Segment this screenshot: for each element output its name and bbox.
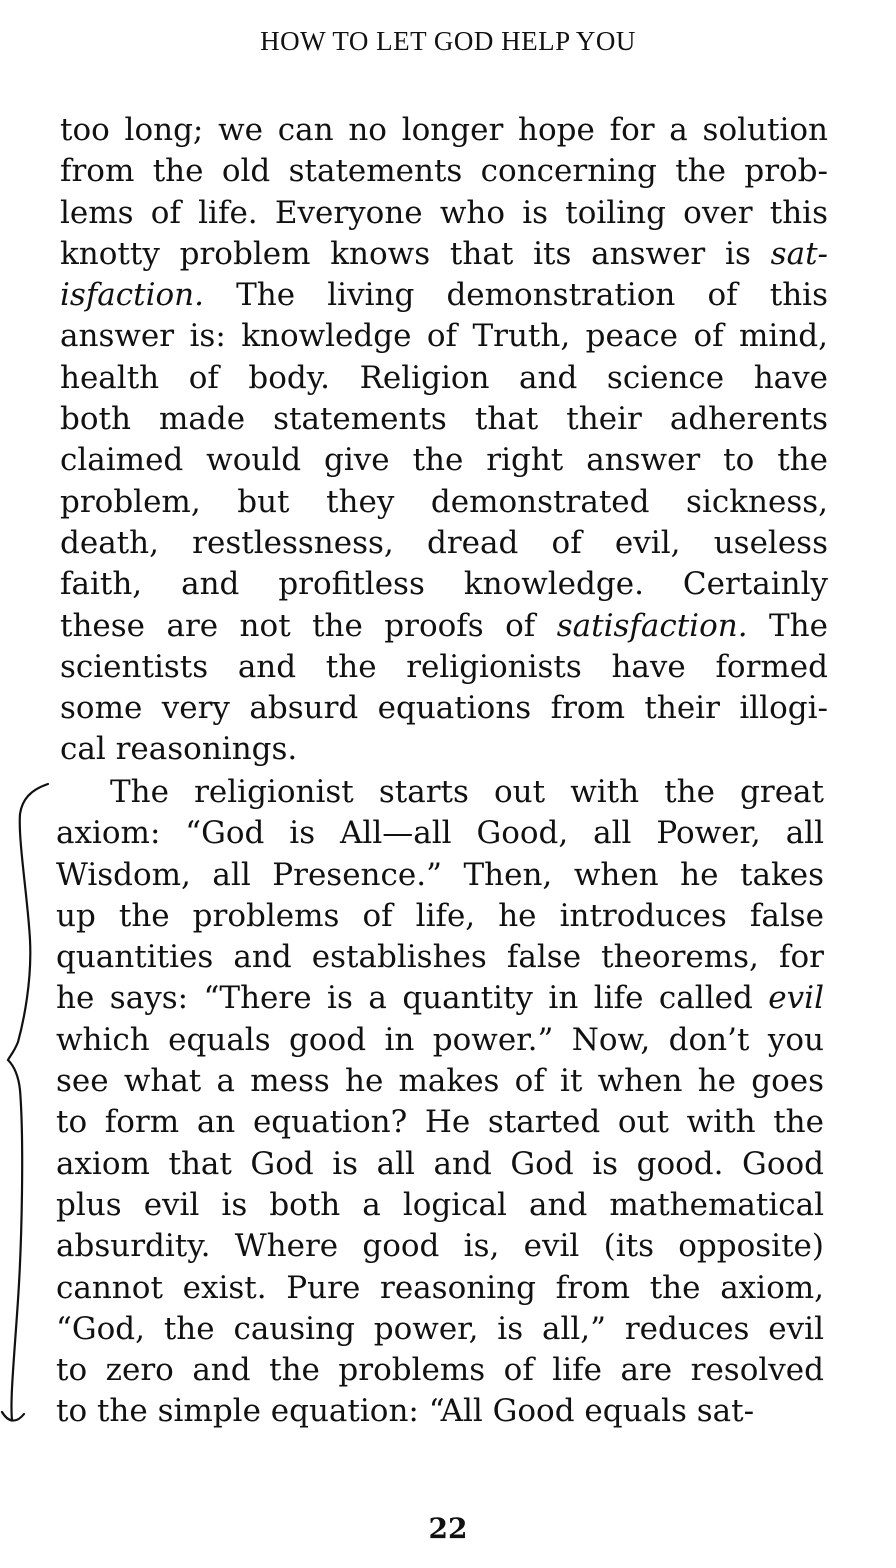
line-text: The religionist starts out with the great [110,774,824,810]
text-line [60,275,828,316]
text-line [60,729,828,770]
line-text: The living demonstration of this [204,277,828,314]
text-line [56,855,824,896]
text-line [56,1061,824,1102]
text-line [56,1185,824,1226]
text-line [56,1226,824,1267]
italic-text: isfaction. [60,277,204,314]
line-text: from the old statements concerning the prob- [60,153,828,190]
line-text: absurdity. Where good is, evil (its opposite) [56,1228,824,1265]
line-text: axiom: “God is All—all Good, all Power, all [56,815,824,852]
line-text: see what a mess he makes of it when he goes [56,1063,824,1100]
line-text: claimed would give the right answer to the [60,442,828,479]
running-head: HOW TO LET GOD HELP YOU [260,26,636,56]
text-line [60,399,828,440]
text-line [60,234,828,275]
paragraph-1 [60,110,828,771]
italic-text: satisfaction. [556,607,748,644]
line-text: death, restlessness, dread of evil, useless [60,524,828,561]
paragraph-2 [56,772,824,1433]
text-line [56,1309,824,1350]
text-line [56,896,824,937]
line-text: “God, the causing power, is all,” reduces evil [56,1310,824,1347]
text-line [56,1350,824,1391]
line-text: cal reasonings. [60,731,298,768]
text-line [56,937,824,978]
text-line [56,772,824,813]
line-text: to zero and the problems of life are resolved [56,1352,824,1389]
text-line [56,813,824,854]
text-line [56,1391,824,1432]
line-text: cannot exist. Pure reasoning from the axiom, [56,1269,824,1306]
line-text: which equals good in power.” Now, don’t you [56,1021,824,1058]
page-number: 22 [428,1512,468,1545]
line-text: quantities and establishes false theorems, for [56,939,824,976]
line-text: both made statements that their adherents [60,401,828,438]
text-line [60,647,828,688]
line-text: too long; we can no longer hope for a solution [60,112,828,148]
text-line [60,482,828,523]
text-line [60,523,828,564]
line-text: scientists and the religionists have formed [60,648,828,685]
italic-text: sat- [770,235,828,272]
text-line [56,1268,824,1309]
line-text: axiom that God is all and God is good. Good [56,1145,824,1182]
text-line [60,151,828,192]
line-text: some very absurd equations from their illogi- [60,690,828,727]
line-text: up the problems of life, he introduces false [56,897,824,934]
text-line [60,193,828,234]
italic-text: evil [768,980,824,1017]
text-line [56,1020,824,1061]
text-line [60,564,828,605]
text-line [60,110,828,151]
line-text: faith, and profitless knowledge. Certainly [60,566,828,603]
line-text: to form an equation? He started out with the [56,1104,824,1141]
line-text: he says: “There is a quantity in life called [56,980,769,1017]
text-line [60,358,828,399]
line-text: Wisdom, all Presence.” Then, when he takes [56,856,824,893]
text-line [60,606,828,647]
line-text: answer is: knowledge of Truth, peace of mind, [60,318,828,355]
handwritten-margin-bracket [0,780,60,1440]
text-line [60,688,828,729]
line-text: knotty problem knows that its answer is [60,235,771,272]
text-line [56,1144,824,1185]
text-line [56,978,824,1019]
line-text: health of body. Religion and science have [60,359,828,396]
text-line [60,316,828,357]
line-text: problem, but they demonstrated sickness, [60,483,828,520]
text-line [56,1102,824,1143]
text-line [60,440,828,481]
line-text: plus evil is both a logical and mathematical [56,1186,824,1223]
line-text: to the simple equation: “All Good equals sat- [56,1393,755,1430]
line-text: The [747,607,828,644]
line-text: lems of life. Everyone who is toiling over this [60,194,828,231]
line-text: these are not the proofs of [60,607,557,644]
